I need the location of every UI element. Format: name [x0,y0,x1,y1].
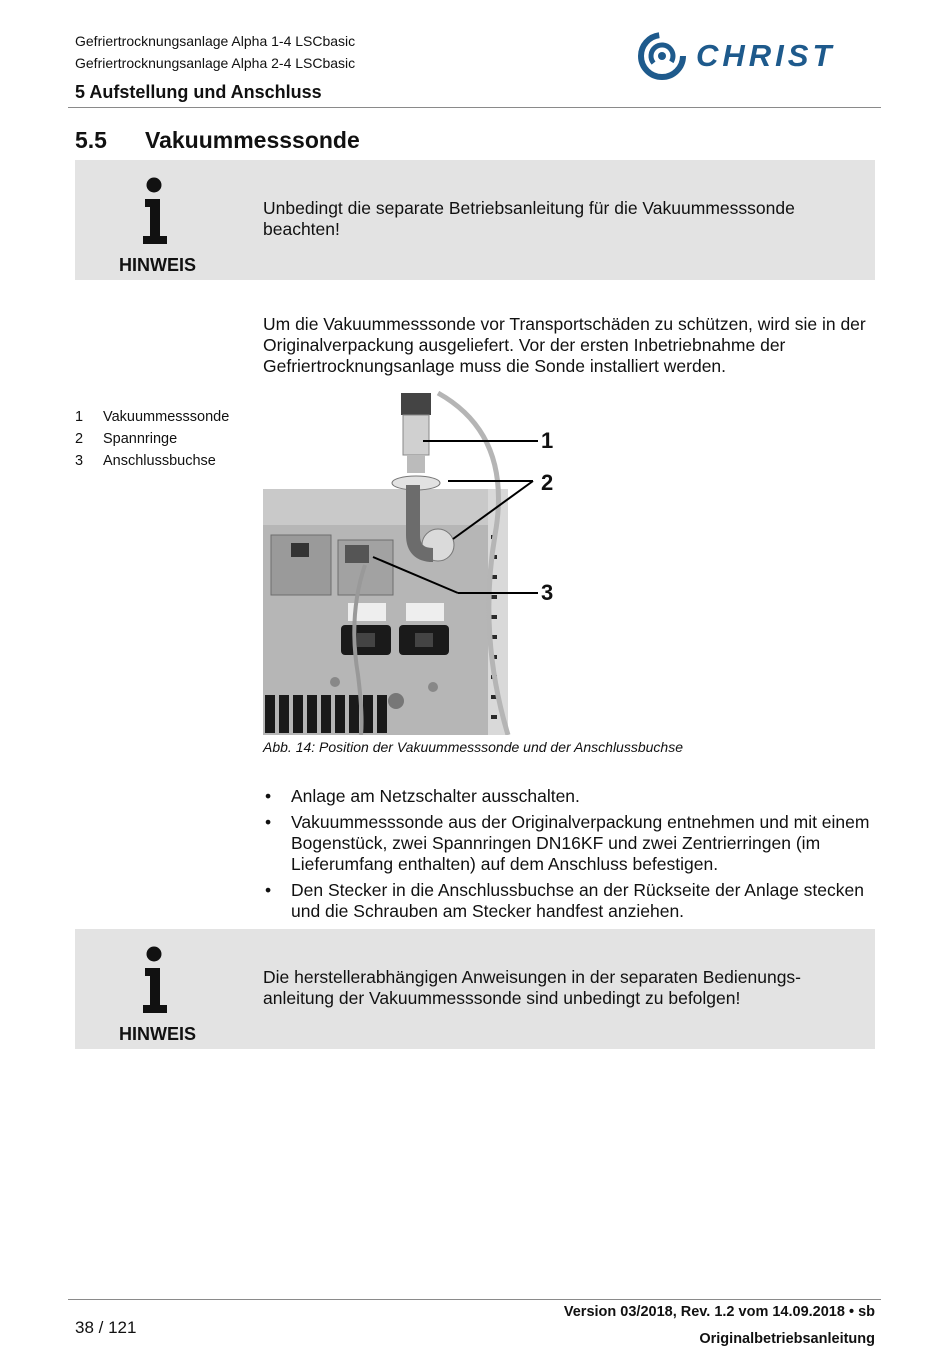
document-type: Originalbetriebsanleitung [699,1331,875,1347]
intro-paragraph: Um die Vakuummesssonde vor Transportschäden zu schützen, wird sie in der Originalverpackung ausgeliefert. Vor der ersten Inbetriebnahme der Gefriertrocknungsanlage muss die Sonde installiert werden. [263,314,866,376]
footer-rule [68,1299,881,1300]
list-item: • Vakuummesssonde aus der Originalverpackung entnehmen und mit einem Bogenstück, zwei Spannringen DN16KF und zwei Zentrierringen (im Lieferumfang enthalten) auf dem Anschluss befestigen. [265,812,870,874]
notice-label: HINWEIS [119,255,197,275]
notice-text: Die herstellerabhängigen Anweisungen in der separaten Bedienungs-anleitung der Vakuummesssonde sind unbedingt zu befolgen! [263,967,802,1008]
chapter-title: 5 Aufstellung und Anschluss [75,82,322,102]
section-title: Vakuummesssonde [145,127,360,153]
legend-item [75,408,229,426]
list-item-text: Vakuummesssonde aus der Originalverpackung entnehmen und mit einem Bogenstück, zwei Spannringen DN16KF und zwei Zentrierringen (im Lieferumfang enthalten) auf dem Anschluss befestigen. [291,812,870,874]
header-title-2: Gefriertrocknungsanlage Alpha 2-4 LSCbasic [75,55,356,71]
notice-text: Unbedingt die separate Betriebsanleitung für die Vakuummesssonde beachten! [263,198,795,239]
section-number: 5.5 [75,127,107,153]
info-icon [141,945,169,1015]
legend-label: Spannringe [103,431,178,447]
page-number: 38 / 121 [75,1318,137,1337]
legend-item [75,452,216,470]
list-item: • Anlage am Netzschalter ausschalten. [265,786,580,806]
legend-number: 2 [75,431,84,447]
legend-item [75,430,177,448]
callout-2: 2 [541,470,554,495]
list-item-text: Den Stecker in die Anschlussbuchse an der Rückseite der Anlage stecken und die Schrauben am Stecker handfest anziehen. [291,880,864,921]
list-item: • Den Stecker in die Anschlussbuchse an der Rückseite der Anlage stecken und die Schrauben am Stecker handfest anziehen. [265,880,864,921]
callout-3: 3 [541,580,554,605]
notice-box [75,929,875,1049]
version-info: Version 03/2018, Rev. 1.2 vom 14.09.2018 • sb [563,1304,875,1320]
figure-caption: Abb. 14: Position der Vakuummesssonde und der Anschlussbuchse [263,739,683,755]
notice-box [75,160,875,280]
legend-number: 1 [75,409,84,425]
info-icon [141,176,169,246]
legend-label: Vakuummesssonde [103,409,230,425]
legend-label: Anschlussbuchse [103,453,216,469]
header-title-1: Gefriertrocknungsanlage Alpha 1-4 LSCbasic [75,33,356,49]
logo-text: CHRIST [696,38,836,73]
figure-photo [263,385,563,735]
instruction-list [263,786,878,927]
list-item-text: Anlage am Netzschalter ausschalten. [291,786,580,806]
header-rule [68,107,881,108]
christ-logo [636,30,876,82]
notice-label: HINWEIS [119,1024,197,1044]
legend-number: 3 [75,453,84,469]
callout-1: 1 [541,428,554,453]
